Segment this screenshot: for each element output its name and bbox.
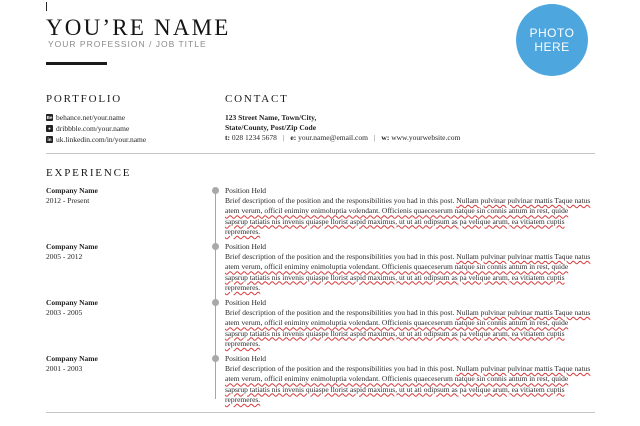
job-dates[interactable]: 2005 - 2012 (46, 252, 83, 261)
phone-number[interactable]: 028 1234 5678 (231, 133, 277, 142)
address-line-2[interactable]: State/County, Post/Zip Code (225, 123, 317, 132)
job-description[interactable] (225, 364, 591, 405)
contact-line (225, 133, 460, 143)
job-description-text: Brief description of the position and the responsibilities you had in this post. (225, 252, 457, 261)
job-dates[interactable]: 2003 - 2005 (46, 308, 83, 317)
job-company[interactable]: Company Name (46, 298, 98, 307)
timeline-dot (212, 299, 219, 306)
job-title[interactable]: YOUR PROFESSION / JOB TITLE (48, 39, 207, 49)
portfolio-link-text[interactable]: behance.net/your.name (56, 112, 126, 122)
job-description[interactable] (225, 196, 591, 237)
portfolio-item-behance[interactable] (46, 112, 146, 122)
job-description-text: Brief description of the position and the responsibilities you had in this post. (225, 308, 457, 317)
job-description-text: Brief description of the position and the responsibilities you had in this post. (225, 196, 457, 205)
photo-placeholder[interactable] (516, 4, 588, 76)
website[interactable]: www.yourwebsite.com (391, 133, 461, 142)
job-dates[interactable]: 2012 - Present (46, 196, 90, 205)
portfolio-link-text[interactable]: dribbble.com/your.name (56, 123, 130, 133)
job-company[interactable]: Company Name (46, 186, 98, 195)
web-label: w: (381, 133, 390, 142)
text-cursor (46, 2, 47, 11)
job-position[interactable]: Position Held (225, 354, 267, 363)
title-underline (46, 62, 107, 65)
experience-heading: EXPERIENCE (46, 167, 132, 179)
portfolio-item-linkedin[interactable] (46, 134, 146, 144)
email-label: e: (290, 133, 297, 142)
job-dates[interactable]: 2001 - 2003 (46, 364, 83, 373)
job-description-placeholder: Nullam pulvinar pulvinar mattis Taque natus atem verum, officil eniminy enimoluptia volendant. Officienis quaeceserum natque sin connis antum in rest, quide sapsrup tatiatis nis invenis quiaspe llorist aspid maximus, ut ut ati odipsum as pa velique arum, ea vitiatem cuptis repremeres. (225, 364, 591, 404)
photo-label-line2: HERE (534, 40, 570, 54)
candidate-name[interactable]: YOU’RE NAME (46, 15, 231, 40)
timeline-dot (212, 243, 219, 250)
job-description-text: Brief description of the position and the responsibilities you had in this post. (225, 364, 457, 373)
portfolio-link-text[interactable]: uk.linkedin.com/in/your.name (56, 134, 147, 144)
section-divider (46, 153, 595, 154)
separator: | (282, 133, 285, 142)
photo-label-line1: PHOTO (529, 26, 575, 40)
separator: | (373, 133, 376, 142)
dribbble-icon: ● (46, 125, 53, 132)
job-description-placeholder: Nullam pulvinar pulvinar mattis Taque natus atem verum, officil eniminy enimoluptia volendant. Officienis quaeceserum natque sin connis antum in rest, quide sapsrup tatiatis nis invenis quiaspe llorist aspid maximus, ut ut ati odipsum as pa velique arum, ea vitiatem cuptis repremeres. (225, 308, 591, 348)
job-description[interactable] (225, 252, 591, 293)
job-description-placeholder: Nullam pulvinar pulvinar mattis Taque natus atem verum, officil eniminy enimoluptia volendant. Officienis quaeceserum natque sin connis antum in rest, quide sapsrup tatiatis nis invenis quiaspe llorist aspid maximus, ut ut ati odipsum as pa velique arum, ea vitiatem cuptis repremeres. (225, 196, 591, 236)
portfolio-item-dribbble[interactable] (46, 123, 146, 133)
contact-details (225, 113, 460, 143)
job-description-placeholder: Nullam pulvinar pulvinar mattis Taque natus atem verum, officil eniminy enimoluptia volendant. Officienis quaeceserum natque sin connis antum in rest, quide sapsrup tatiatis nis invenis quiaspe llorist aspid maximus, ut ut ati odipsum as pa velique arum, ea vitiatem cuptis repremeres. (225, 252, 591, 292)
contact-heading: CONTACT (225, 93, 289, 105)
job-position[interactable]: Position Held (225, 186, 267, 195)
job-position[interactable]: Position Held (225, 298, 267, 307)
phone-label: t: (225, 133, 230, 142)
address-line-1[interactable]: 123 Street Name, Town/City, (225, 113, 317, 122)
timeline-dot (212, 187, 219, 194)
timeline-dot (212, 355, 219, 362)
job-position[interactable]: Position Held (225, 242, 267, 251)
job-company[interactable]: Company Name (46, 354, 98, 363)
portfolio-heading: PORTFOLIO (46, 93, 123, 105)
email-address[interactable]: your.name@email.com (298, 133, 368, 142)
timeline-line (215, 189, 216, 399)
section-divider (46, 412, 595, 413)
behance-icon: Be (46, 114, 53, 120)
job-company[interactable]: Company Name (46, 242, 98, 251)
linkedin-icon: in (47, 136, 52, 142)
job-description[interactable] (225, 308, 591, 349)
portfolio-list (46, 112, 146, 145)
